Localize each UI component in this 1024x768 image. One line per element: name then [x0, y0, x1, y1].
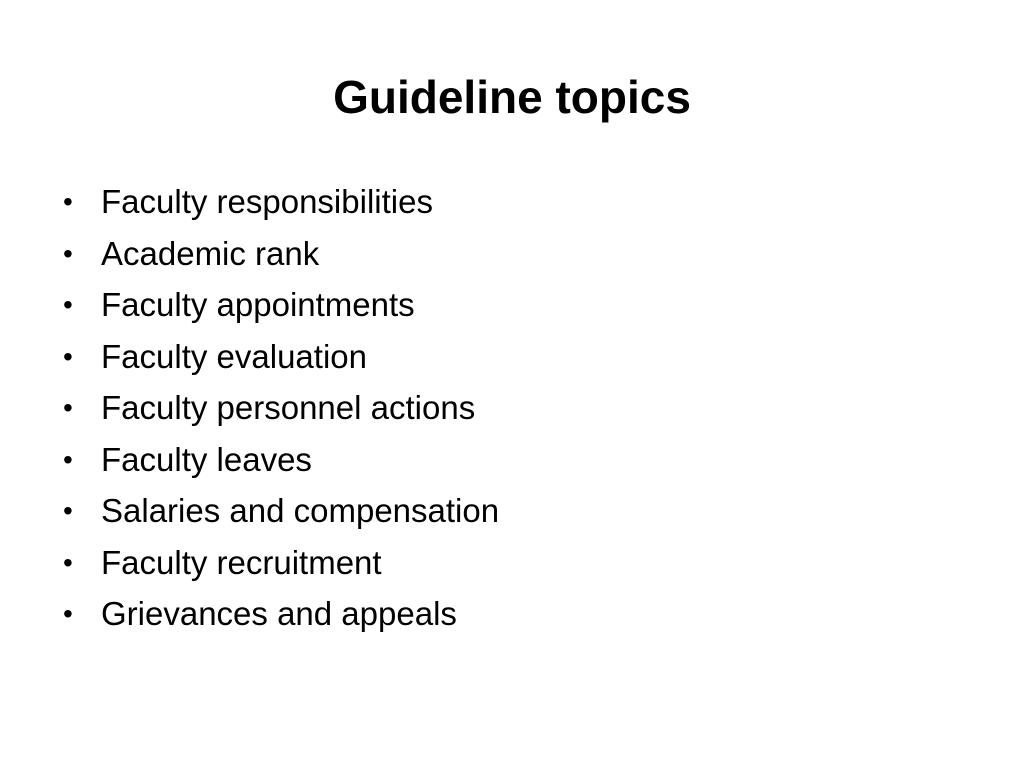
bullet-text: Faculty personnel actions	[101, 389, 476, 426]
bullet-item	[60, 382, 499, 434]
bullet-icon: •	[63, 495, 73, 526]
bullet-icon: •	[63, 340, 73, 372]
bullet-text: Faculty leaves	[101, 440, 312, 478]
bullet-item	[60, 331, 499, 383]
bullet-item	[60, 537, 499, 589]
bullet-text: Salaries and compensation	[101, 492, 500, 529]
bullet-text: Academic rank	[101, 234, 320, 272]
bullet-icon: •	[63, 546, 73, 578]
bullet-list	[60, 176, 499, 640]
bullet-text: Faculty recruitment	[101, 543, 382, 581]
bullet-item	[60, 176, 499, 228]
bullet-text: Grievances and appeals	[101, 595, 457, 632]
bullet-icon: •	[63, 392, 73, 423]
bullet-text: Faculty responsibilities	[101, 183, 433, 220]
slide-title: Guideline topics	[333, 71, 691, 123]
bullet-item	[60, 434, 499, 486]
bullet-icon: •	[63, 237, 73, 269]
bullet-text: Faculty appointments	[101, 286, 415, 323]
bullet-icon: •	[63, 443, 73, 475]
bullet-item	[60, 588, 499, 640]
bullet-text: Faculty evaluation	[101, 337, 367, 375]
bullet-icon: •	[63, 598, 73, 629]
bullet-item	[60, 279, 499, 331]
bullet-icon: •	[63, 289, 73, 320]
bullet-item	[60, 228, 499, 280]
bullet-item	[60, 485, 499, 537]
bullet-icon: •	[63, 186, 73, 217]
